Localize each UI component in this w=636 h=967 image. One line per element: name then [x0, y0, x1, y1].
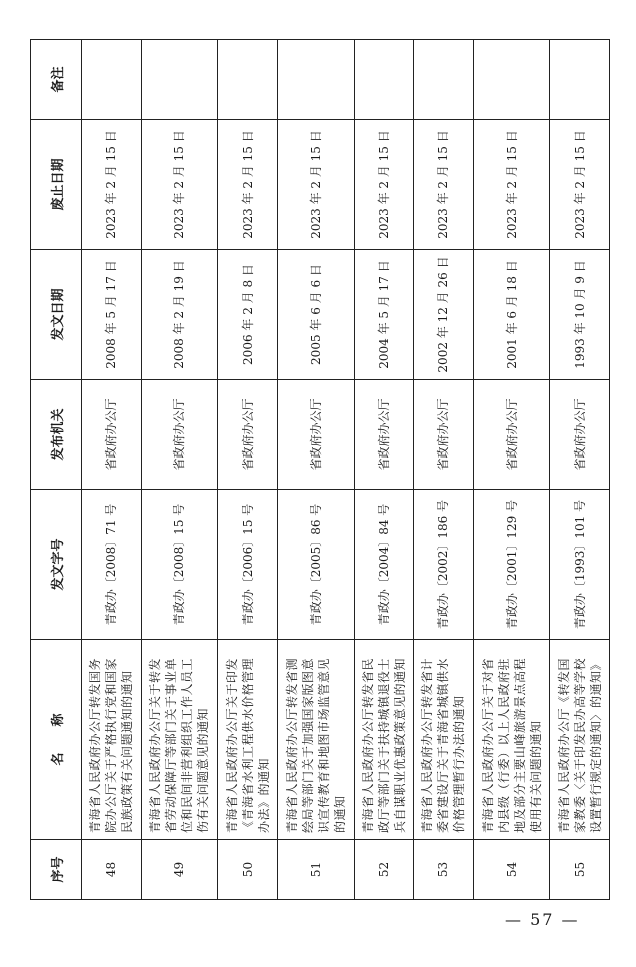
table-row [277, 40, 354, 900]
header-doc-no: 发文字号 [31, 490, 82, 640]
cell-no: 55 [550, 840, 610, 900]
cell-repeal-date: 2023 年 2 月 15 日 [354, 120, 414, 250]
cell-issuer: 省政府办公厅 [82, 380, 142, 490]
table-row [414, 40, 474, 900]
cell-issuer: 省政府办公厅 [473, 380, 550, 490]
cell-repeal-date: 2023 年 2 月 15 日 [218, 120, 278, 250]
cell-issuer: 省政府办公厅 [354, 380, 414, 490]
cell-note [277, 40, 354, 120]
cell-name: 青海省人民政府办公厅《转发国家教委〈关于印发民办高等学校设置暂行规定的通知〉的通知》 [550, 640, 610, 840]
document-table-wrapper [30, 40, 610, 900]
cell-issuer: 省政府办公厅 [218, 380, 278, 490]
cell-no: 50 [218, 840, 278, 900]
cell-note [354, 40, 414, 120]
cell-no: 49 [141, 840, 218, 900]
cell-doc-no: 青政办〔2008〕71 号 [82, 490, 142, 640]
header-name: 名 称 [31, 640, 82, 840]
cell-name: 青海省人民政府办公厅关于对省内县级（行委）以上人民政府驻地及部分主要山峰旅游景点高程使用有关问题的通知 [473, 640, 550, 840]
table-row [354, 40, 414, 900]
cell-issue-date: 2008 年 2 月 19 日 [141, 250, 218, 380]
cell-doc-no: 青政办〔2001〕129 号 [473, 490, 550, 640]
table-row [473, 40, 550, 900]
cell-repeal-date: 2023 年 2 月 15 日 [550, 120, 610, 250]
cell-note [218, 40, 278, 120]
header-no: 序号 [31, 840, 82, 900]
cell-repeal-date: 2023 年 2 月 15 日 [141, 120, 218, 250]
cell-note [473, 40, 550, 120]
cell-name: 青海省人民政府办公厅关于转发省劳动保障厅等部门关于事业单位和民间非营利组织工作人员工伤有关问题意见的通知 [141, 640, 218, 840]
cell-doc-no: 青政办〔1993〕101 号 [550, 490, 610, 640]
repealed-documents-table [30, 39, 610, 900]
cell-note [550, 40, 610, 120]
cell-note [141, 40, 218, 120]
header-issue-date: 发文日期 [31, 250, 82, 380]
table-row [550, 40, 610, 900]
cell-name: 青海省人民政府办公厅转发省测绘局等部门关于加强国家版图意识宣传教育和地图市场监管意见的通知 [277, 640, 354, 840]
cell-issuer: 省政府办公厅 [414, 380, 474, 490]
cell-name: 青海省人民政府办公厅转发省民政厅等部门关于扶持城镇退役士兵自谋职业优惠政策意见的通知 [354, 640, 414, 840]
cell-issuer: 省政府办公厅 [141, 380, 218, 490]
cell-no: 51 [277, 840, 354, 900]
cell-doc-no: 青政办〔2005〕86 号 [277, 490, 354, 640]
table-row [218, 40, 278, 900]
header-repeal-date: 废止日期 [31, 120, 82, 250]
cell-issuer: 省政府办公厅 [277, 380, 354, 490]
cell-doc-no: 青政办〔2004〕84 号 [354, 490, 414, 640]
cell-issue-date: 2008 年 5 月 17 日 [82, 250, 142, 380]
cell-issue-date: 2004 年 5 月 17 日 [354, 250, 414, 380]
cell-no: 48 [82, 840, 142, 900]
cell-doc-no: 青政办〔2002〕186 号 [414, 490, 474, 640]
cell-no: 53 [414, 840, 474, 900]
cell-note [82, 40, 142, 120]
cell-name: 青海省人民政府办公厅转发省计委省建设厅关于青海省城镇供水价格管理暂行办法的通知 [414, 640, 474, 840]
table-row [82, 40, 142, 900]
cell-issue-date: 2002 年 12 月 26 日 [414, 250, 474, 380]
cell-issuer: 省政府办公厅 [550, 380, 610, 490]
cell-repeal-date: 2023 年 2 月 15 日 [473, 120, 550, 250]
cell-doc-no: 青政办〔2006〕15 号 [218, 490, 278, 640]
cell-issue-date: 2001 年 6 月 18 日 [473, 250, 550, 380]
cell-doc-no: 青政办〔2008〕15 号 [141, 490, 218, 640]
cell-repeal-date: 2023 年 2 月 15 日 [277, 120, 354, 250]
header-issuer: 发布机关 [31, 380, 82, 490]
table-row [141, 40, 218, 900]
cell-repeal-date: 2023 年 2 月 15 日 [82, 120, 142, 250]
cell-name: 青海省人民政府办公厅关于印发《青海省水利工程供水价格管理办法》的通知 [218, 640, 278, 840]
cell-name: 青海省人民政府办公厅转发国务院办公厅关于严格执行党和国家民族政策有关问题通知的通知 [82, 640, 142, 840]
cell-issue-date: 1993 年 10 月 9 日 [550, 250, 610, 380]
header-note: 备注 [31, 40, 82, 120]
table-header-row [31, 40, 82, 900]
cell-repeal-date: 2023 年 2 月 15 日 [414, 120, 474, 250]
cell-no: 54 [473, 840, 550, 900]
cell-issue-date: 2006 年 2 月 8 日 [218, 250, 278, 380]
cell-issue-date: 2005 年 6 月 6 日 [277, 250, 354, 380]
cell-no: 52 [354, 840, 414, 900]
cell-note [414, 40, 474, 120]
page-number: — 57 — [505, 910, 580, 929]
